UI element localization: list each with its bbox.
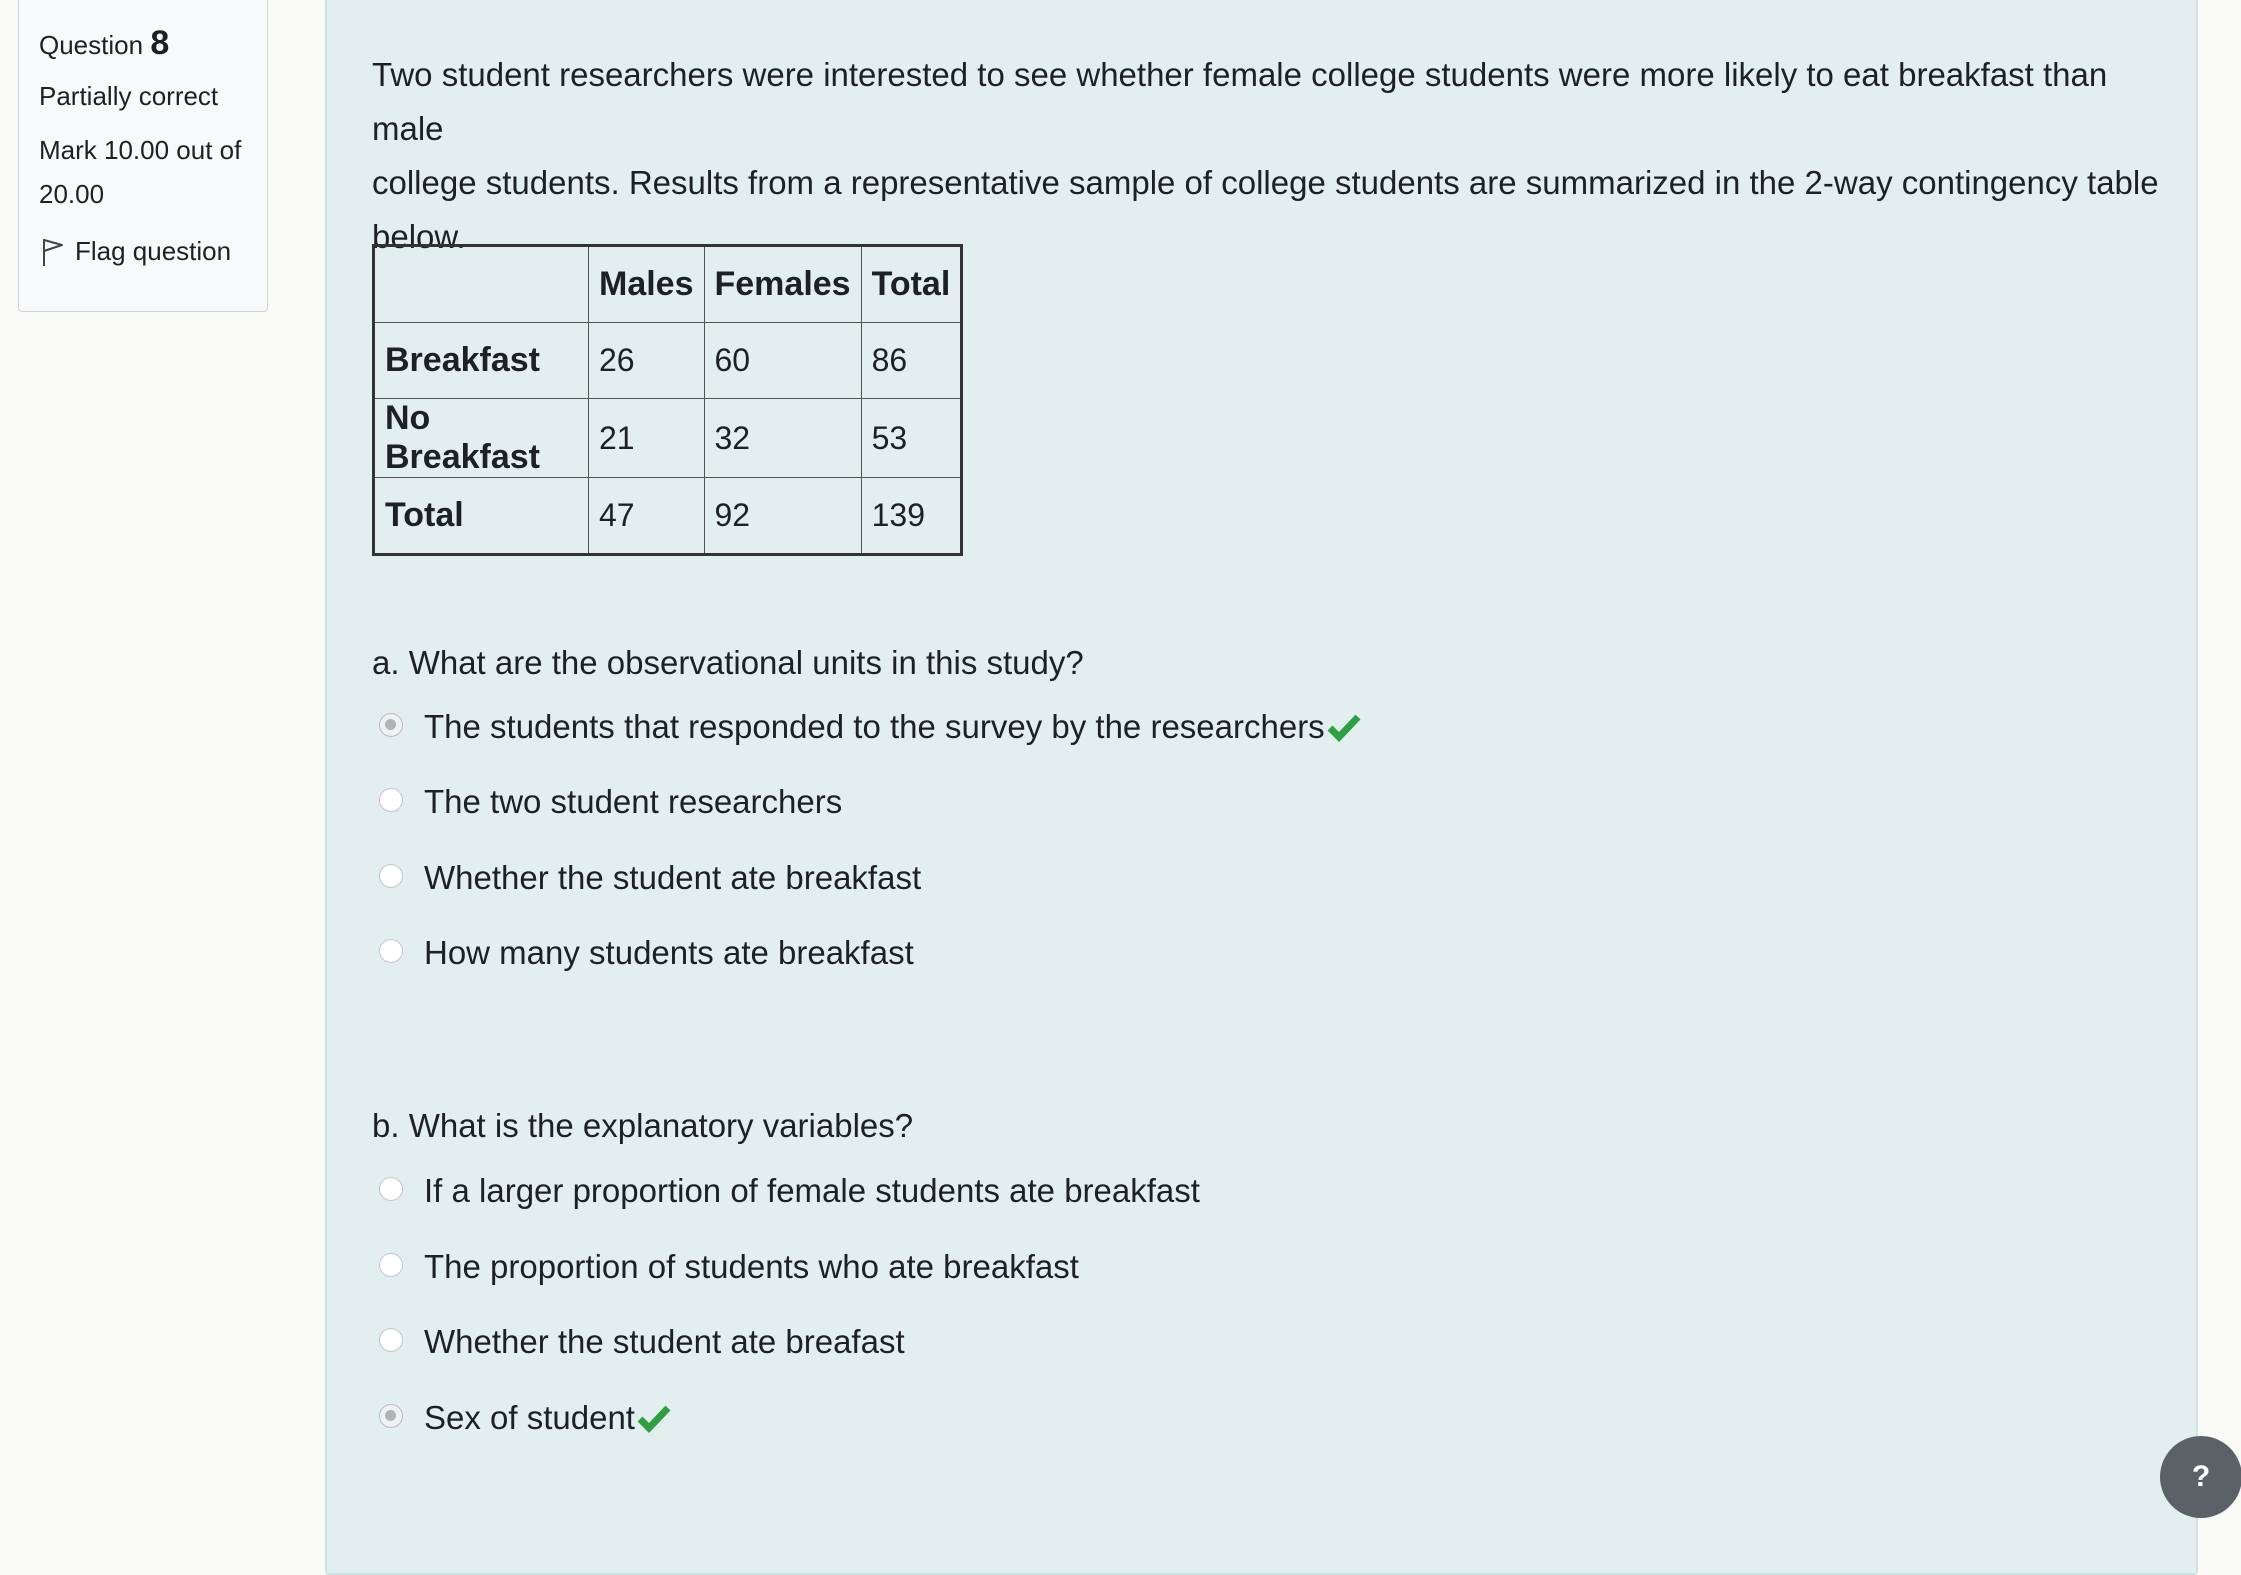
question-grade — [39, 128, 247, 216]
table-header-row — [374, 246, 962, 323]
table-row-label: No Breakfast — [374, 399, 589, 478]
table-header-cell: Total — [861, 246, 962, 323]
table-row-label: Total — [374, 478, 589, 555]
option-label: Whether the student ate breafast — [424, 1323, 905, 1360]
part-b-option-2[interactable] — [379, 1248, 1079, 1286]
question-label: Question — [39, 30, 144, 60]
table-row — [374, 478, 962, 555]
table-cell: 26 — [589, 323, 705, 399]
option-label: The two student researchers — [424, 783, 843, 820]
radio-button[interactable] — [379, 788, 403, 812]
grade-line-2: 20.00 — [39, 179, 105, 209]
question-state: Partially correct — [39, 81, 219, 111]
part-b-prompt: b. What is the explanatory variables? — [372, 1107, 914, 1144]
radio-button[interactable] — [379, 864, 403, 888]
option-label: Whether the student ate breakfast — [424, 859, 922, 896]
part-a-option-3[interactable] — [379, 859, 921, 897]
table-row-label: Breakfast — [374, 323, 589, 399]
flag-question-label: Flag question — [75, 236, 232, 266]
option-label: The proportion of students who ate breakfast — [424, 1248, 1079, 1285]
table-row — [374, 323, 962, 399]
table-cell: 53 — [861, 399, 962, 478]
table-header-cell: Females — [704, 246, 861, 323]
contingency-table — [372, 244, 963, 556]
part-a-prompt: a. What are the observational units in this study? — [372, 644, 1084, 681]
question-number: 8 — [150, 24, 170, 62]
option-label: If a larger proportion of female students ate breakfast — [424, 1172, 1200, 1209]
option-label: Sex of student — [424, 1399, 635, 1436]
table-cell: 92 — [704, 478, 861, 555]
flag-icon — [41, 237, 65, 267]
part-a-option-2[interactable] — [379, 783, 842, 821]
flag-question-button[interactable] — [39, 236, 247, 267]
radio-button[interactable] — [379, 1253, 403, 1277]
radio-button[interactable] — [379, 713, 403, 737]
grade-line-1: Mark 10.00 out of — [39, 135, 242, 165]
table-row — [374, 399, 962, 478]
check-icon — [1327, 712, 1361, 742]
question-title — [39, 22, 247, 66]
table-cell: 21 — [589, 399, 705, 478]
table-cell: 60 — [704, 323, 861, 399]
option-label: How many students ate breakfast — [424, 934, 914, 971]
radio-button[interactable] — [379, 1404, 403, 1428]
table-header-cell — [374, 246, 589, 323]
part-b-option-4[interactable] — [379, 1399, 671, 1437]
part-a-option-4[interactable] — [379, 934, 914, 972]
question-intro — [372, 48, 2172, 264]
table-header-cell: Males — [589, 246, 705, 323]
table-cell: 139 — [861, 478, 962, 555]
question-content — [325, 0, 2198, 1575]
radio-button[interactable] — [379, 1328, 403, 1352]
intro-line-2: college students. Results from a representative sample of college students are summarized in the 2-way contingency table below. — [372, 164, 2159, 255]
part-b-option-1[interactable] — [379, 1172, 1200, 1210]
part-b-option-3[interactable] — [379, 1323, 905, 1361]
radio-button[interactable] — [379, 1177, 403, 1201]
part-a-option-1[interactable] — [379, 708, 1361, 746]
option-label: The students that responded to the survey by the researchers — [424, 708, 1325, 745]
intro-line-1: Two student researchers were interested to see whether female college students were more likely to eat breakfast than male — [372, 56, 2108, 147]
question-info-panel — [18, 0, 268, 312]
check-icon — [637, 1403, 671, 1433]
table-cell: 47 — [589, 478, 705, 555]
table-cell: 32 — [704, 399, 861, 478]
help-button[interactable]: ? — [2160, 1436, 2241, 1518]
radio-button[interactable] — [379, 939, 403, 963]
table-cell: 86 — [861, 323, 962, 399]
